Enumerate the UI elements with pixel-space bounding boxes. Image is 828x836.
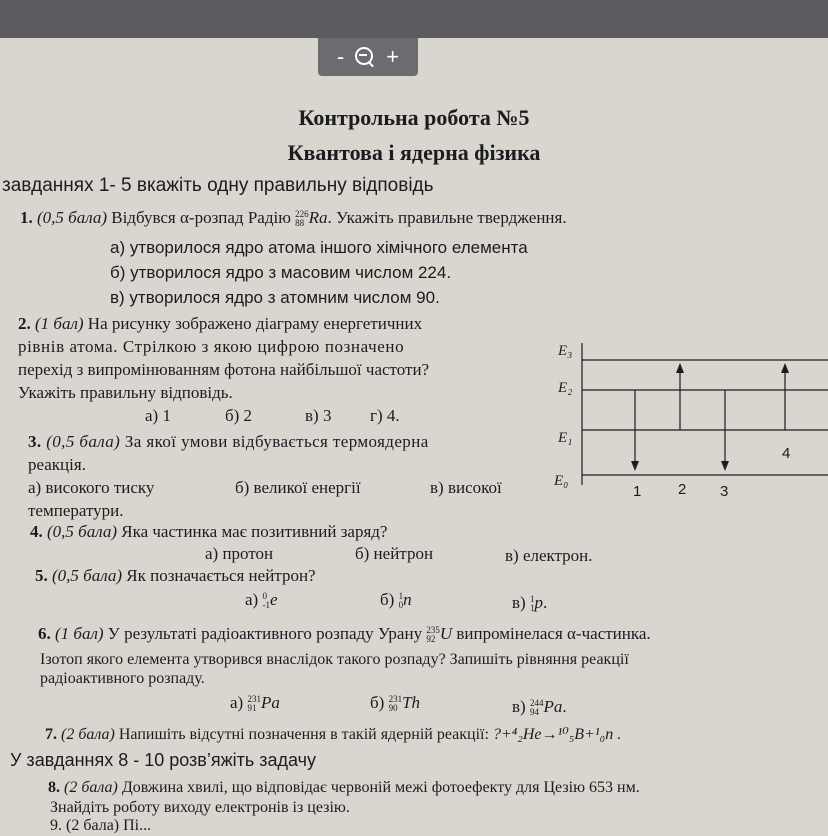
zoom-out-button[interactable]: - <box>336 44 345 69</box>
question-3-line2: реакція. <box>28 455 86 474</box>
q6-option-a: а) 231 91 Pa <box>230 693 280 714</box>
q5-option-c: в) 1 1 p. <box>512 593 548 614</box>
magnifier-icon[interactable] <box>354 46 376 68</box>
question-4: 4. (0,5 бала) Яка частинка має позитивний заряд? <box>30 522 388 541</box>
arrow-label-2: 2 <box>678 481 687 498</box>
level-e0-label: E₀ <box>554 473 569 489</box>
instruction-1: завданнях 1- 5 вкажіть одну правильну відповідь <box>2 175 434 196</box>
question-9-partial: 9. (2 бала) Пі... <box>50 817 152 834</box>
question-8-line1: 8. (2 бала) Довжина хвилі, що відповідає червоній межі фотоефекту для Цезію 653 нм. <box>48 779 640 796</box>
q6-option-c: в) 244 94 Pa. <box>512 697 567 718</box>
question-6-line3: радіоактивного розпаду. <box>40 670 205 687</box>
question-2-line2: рівнів атома. Стрілкою з якою цифрою позначено <box>18 337 405 356</box>
doc-subtitle: Квантова і ядерна фізика <box>287 140 541 165</box>
q6-option-b: б) 231 90 Th <box>370 693 421 714</box>
q3-option-a: а) високого тиску <box>28 478 155 497</box>
doc-title: Контрольна робота №5 <box>298 105 530 130</box>
q1-option-a: а) утворилося ядро атома іншого хімічного елемента <box>110 238 528 257</box>
q2-option-c: в) 3 <box>305 406 332 425</box>
q3-option-c-cont: температури. <box>28 501 124 520</box>
q3-option-b: б) великої енергії <box>235 478 361 497</box>
instruction-2: У завданнях 8 - 10 розв’яжіть задачу <box>10 750 317 770</box>
q3-option-c: в) високої <box>430 478 502 497</box>
question-1: 1. (0,5 бала) Відбувся α-розпад Радію 226 88 Ra. Укажіть правильне твердження. <box>20 208 567 229</box>
q1-option-b: б) утворилося ядро з масовим числом 224. <box>110 263 452 282</box>
zoom-in-button[interactable]: + <box>386 44 400 69</box>
question-2-line1: 2. (1 бал) На рисунку зображено діаграму енергетичних <box>18 314 423 333</box>
q2-option-d: г) 4. <box>370 406 400 425</box>
q4-option-b: б) нейтрон <box>355 544 434 563</box>
level-e3-label: E₃ <box>558 343 573 359</box>
q4-option-c: в) електрон. <box>505 546 593 565</box>
question-5: 5. (0,5 бала) Як позначається нейтрон? <box>35 566 316 585</box>
level-e1-label: E₁ <box>558 430 573 446</box>
q5-option-b: б) 1 0 n <box>380 590 412 611</box>
level-e2-label: E₂ <box>558 380 573 396</box>
arrow-label-4: 4 <box>782 445 791 462</box>
transition-arrow-4 <box>781 363 789 430</box>
question-2-line3: перехід з випромінюванням фотона найбільшої частоти? <box>18 360 430 379</box>
question-6-line1: 6. (1 бал) У результаті радіоактивного розпаду Урану 235 92 U випромінелася α-частинка. <box>38 624 651 645</box>
question-7: 7. (2 бала) Напишіть відсутні позначення в такій ядерній реакції: ?+⁴₂He→¹⁰₅B+¹₀n . <box>45 726 622 743</box>
zoom-control <box>318 38 418 76</box>
arrow-label-1: 1 <box>633 483 642 500</box>
energy-level-diagram <box>540 335 828 515</box>
transition-arrow-2 <box>676 363 684 430</box>
q1-option-c: в) утворилося ядро з атомним числом 90. <box>110 288 440 307</box>
question-2-line4: Укажіть правильну відповідь. <box>18 383 233 402</box>
question-8-line2: Знайдіть роботу виходу електронів із цезію. <box>50 799 350 816</box>
q4-option-a: а) протон <box>205 544 274 563</box>
q5-option-a: а) 0 -1 e <box>245 590 278 611</box>
question-3-line1: 3. (0,5 бала) За якої умови відбувається термоядерна <box>28 432 429 451</box>
nuclear-reaction-equation: ?+⁴₂He→¹⁰₅B+¹₀n . <box>492 726 622 743</box>
q2-option-a: а) 1 <box>145 406 171 425</box>
arrow-label-3: 3 <box>720 483 729 500</box>
viewer-toolbar <box>0 0 828 38</box>
question-6-line2: Ізотоп якого елемента утворився внаслідок такого розпаду? Запишіть рівняння реакції <box>40 651 629 668</box>
q2-option-b: б) 2 <box>225 406 253 425</box>
radium-nuclide: 226 88 Ra <box>295 208 328 229</box>
